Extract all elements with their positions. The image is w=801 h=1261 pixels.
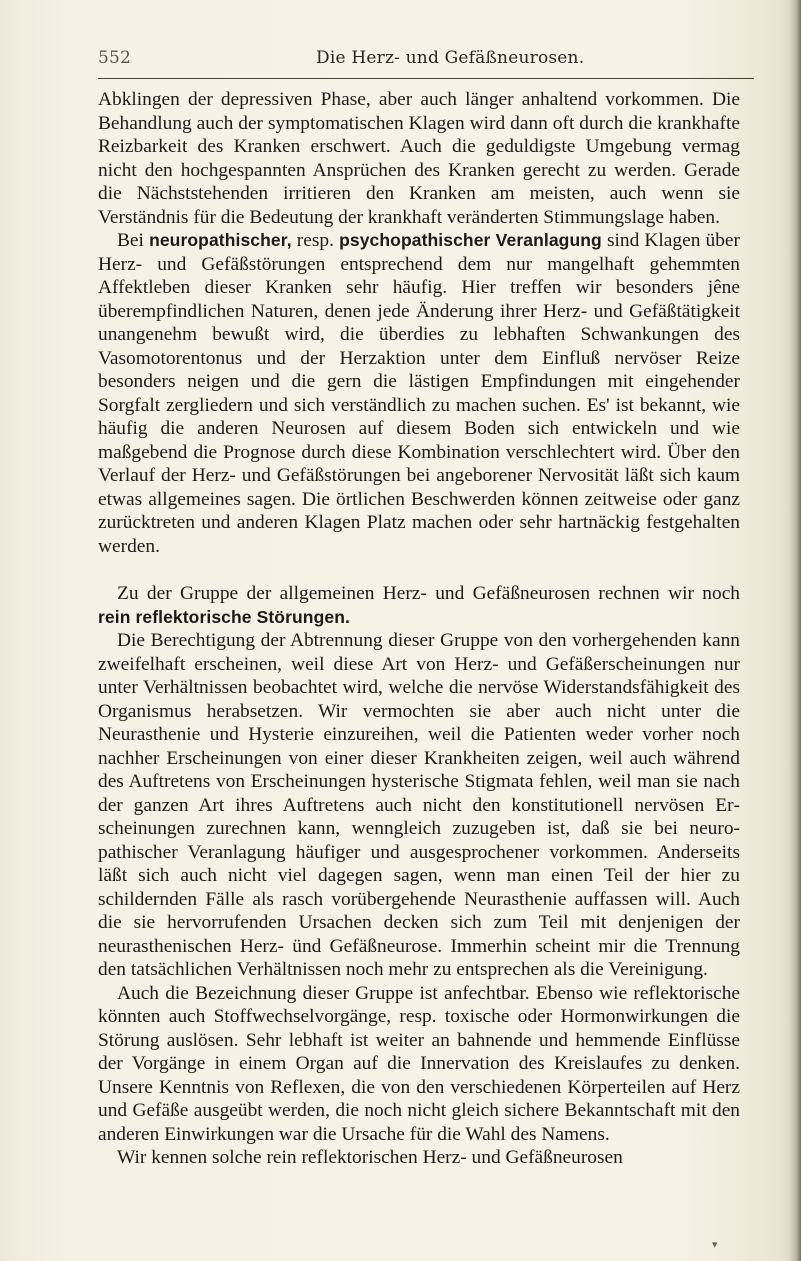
running-title: Die Herz- und Gefäßneurosen.: [316, 48, 585, 68]
paragraph-3-intro: Zu der Gruppe der allgemeinen Herz- und Gefäßneurosen rechnen wir noch: [117, 583, 740, 604]
paragraph-2-intro: Bei: [117, 230, 150, 251]
emphasis-neuropathic: neuropathischer,: [149, 230, 292, 250]
paragraph-1: Abklingen der depressiven Phase, aber auch länger anhaltend vorkommen. Die Behandlung auch der symptomatischen Klagen wird dann oft durch die krankhafte Reizbarkeit des Kranken erschwert. Auch die geduldigste Umgebung vermag nicht den hochgespannten Ansprüchen des Kranken gerecht zu werden. Gerade die Nächststehenden irritieren den Kranken am meisten, auch wenn sie Verständnis für die Bedeutung der krankhaft veränderten Stimmungslage haben.: [98, 89, 740, 228]
paragraph-2: [98, 229, 740, 558]
body-text: [98, 88, 740, 1170]
paragraph-3: [98, 582, 740, 629]
header-rule: [98, 78, 754, 79]
emphasis-reflex-disorders: rein reflektorische Störungen.: [98, 606, 350, 627]
paragraph-2-body: sind Klagen über Herz- und Gefäßstörungen entsprechend dem nur mangelhaft gehemmten Affektleben dieser Kranken sehr häufig. Hier treffen wir besonders jêne überempfindlichen Naturen, denen jede Änderung ihrer Herz- und Gefäßtätigkeit unangenehm bewußt wird, die überdies zu lebhaften Schwankungen des Vasomotorentonus und der Herzaktion unter dem Einfluß nervöser Reize besonders neigen und die gern die lästigen Empfindungen mit eingehender Sorgfalt zergliedern und sich verständlich zu machen suchen. Es' ist bekannt, wie häufig die anderen Neurosen auf diesem Boden sich entwickeln und wie maßgebend die Prognose durch diese Kombination verschlechtert wird. Über den Verlauf der Herz- und Gefäßstörungen bei angeborener Nervosität läßt sich kaum etwas allgemeines sagen. Die örtlichen Beschwerden können zeitweise oder ganz zurücktreten und anderen Klagen Platz machen oder sehr hartnäckig festgehalten werden.: [98, 230, 740, 557]
printer-mark-icon: ▾: [712, 1238, 718, 1251]
paragraph-5: Auch die Bezeichnung dieser Gruppe ist anfechtbar. Ebenso wie reflektorische könnten auch Stoffwechselvorgänge, resp. toxische oder Hormonwirkungen die Störung auslösen. Sehr lebhaft ist weiter an bahnende und hemmende Einflüsse der Vorgänge in einem Organ auf die Innervation des Kreislaufes zu denken. Unsere Kenntnis von Reflexen, die von den verschiedenen Körperteilen auf Herz und Gefäße ausgeübt werden, die noch nicht gleich sichere Bekanntschaft mit den anderen Einwirkungen war die Ursache für die Wahl des Namens.: [98, 982, 740, 1145]
paragraph-6: Wir kennen solche rein reflektorischen Herz- und Gefäßneurosen: [117, 1147, 623, 1168]
emphasis-psychopathic: psychopathischer Veranlagung: [339, 230, 602, 250]
page-header: [98, 48, 758, 76]
page-binding-shadow: [789, 0, 801, 1261]
page-number: 552: [98, 48, 132, 68]
paragraph-4: Die Berechtigung der Abtrennung dieser Gruppe von den vorhergehenden kann zweifelhaft erscheinen, weil diese Art von Herz- und Gefäßerscheinungen nur unter Verhältnissen beobachtet wird, welche die nervöse Widerstandsfähigkeit des Organismus herabsetzen. Wir vermochten sie aber auch nicht unter die Neurasthenie und Hysterie einzureihen, weil die Patienten weder vorher noch nachher Erscheinungen von einer dieser Krankheiten zeigen, weil auch während des Auftretens von Erscheinungen hysterische Stigmata fehlen, weil man sie nach der ganzen Art ihres Auftretens auch nicht den konstitutionell nervösen Erscheinungen zurechnen kann, wenngleich zuzugeben ist, daß sie bei neuropathischer Veranlagung häufiger und ausgesprochener vorkommen. Anderseits läßt sich auch nicht viel dagegen sagen, wenn man einen Teil der hier zu schildernden Fälle als rasch vorübergehende Neurasthenie auffassen will. Auch die sie hervorrufenden Ursachen decken sich zum Teil mit denjenigen der neurasthenischen Herz- ünd Gefäßneurose. Immerhin scheint mir die Trennung den tatsächlichen Verhältnissen noch mehr zu entsprechen als die Vereinigung.: [98, 630, 740, 980]
paragraph-2-connector: resp.: [291, 230, 340, 251]
